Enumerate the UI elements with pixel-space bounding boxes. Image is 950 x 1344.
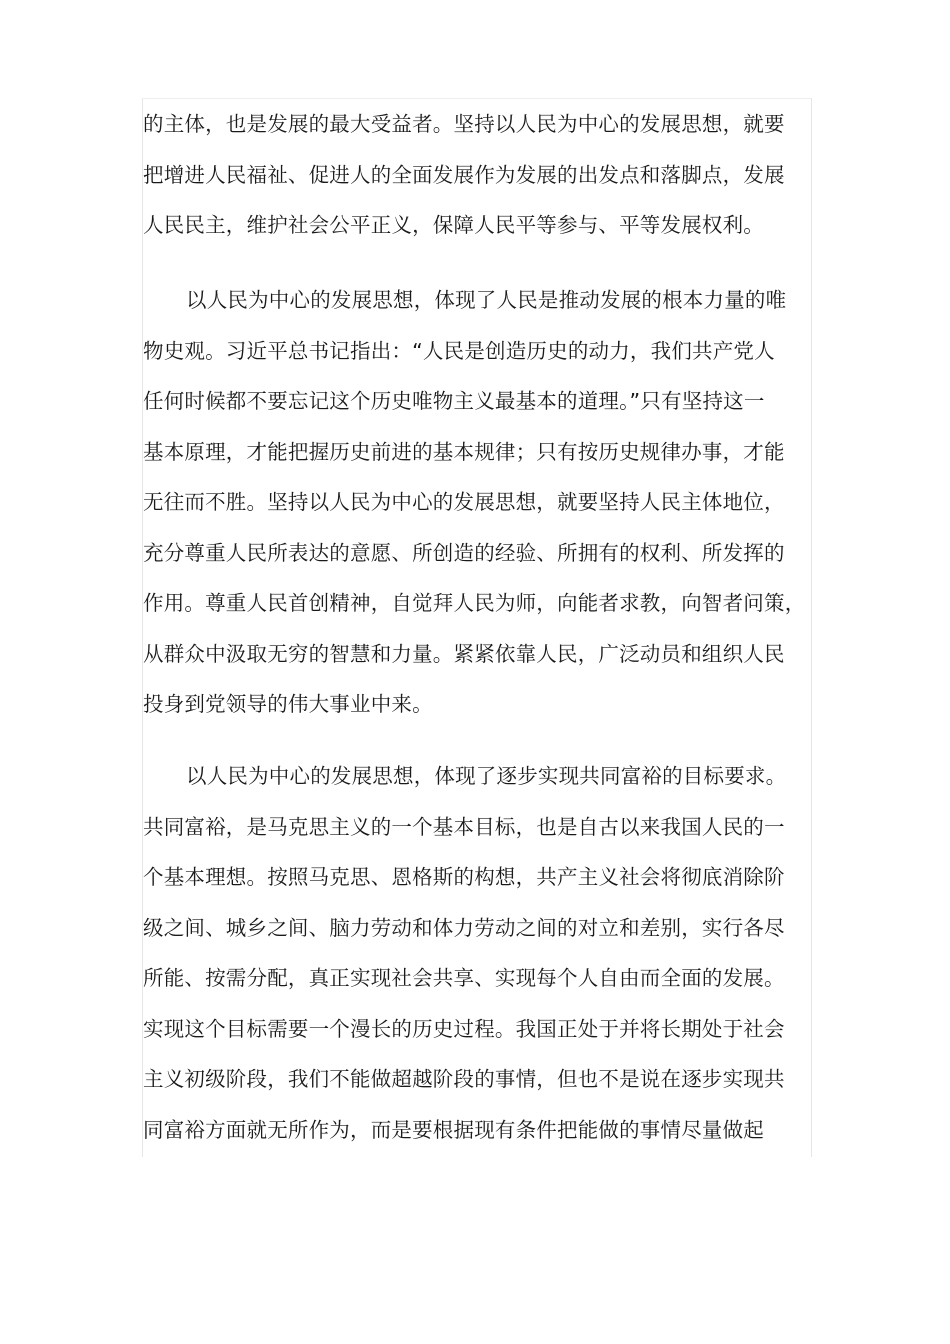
paragraph-line: 个基本理想。按照马克思、恩格斯的构想，共产主义社会将彻底消除阶	[143, 865, 785, 889]
text-frame	[142, 98, 812, 1157]
paragraph-line: 投身到党领导的伟大事业中来。	[143, 692, 433, 716]
paragraph-line: 充分尊重人民所表达的意愿、所创造的经验、所拥有的权利、所发挥的	[143, 540, 785, 565]
paragraph-line: 从群众中汲取无穷的智慧和力量。紧紧依靠人民，广泛动员和组织人民	[143, 641, 785, 666]
paragraph-2	[143, 275, 833, 730]
paragraph-line: 作用。尊重人民首创精神，自觉拜人民为师，向能者求教，向智者问策，	[143, 591, 806, 615]
paragraph-line: 以人民为中心的发展思想，体现了逐步实现共同富裕的目标要求。	[186, 764, 787, 788]
paragraph-line: 人民民主，维护社会公平正义，保障人民平等参与、平等发展权利。	[143, 213, 764, 237]
paragraph-line: 主义初级阶段，我们不能做超越阶段的事情，但也不是说在逐步实现共	[143, 1067, 785, 1091]
paragraph-line: 的主体，也是发展的最大受益者。坚持以人民为中心的发展思想，就要	[143, 112, 785, 136]
paragraph-line: 无往而不胜。坚持以人民为中心的发展思想，就要坚持人民主体地位，	[143, 490, 785, 514]
paragraph-line: 基本原理，才能把握历史前进的基本规律；只有按历史规律办事，才能	[143, 439, 785, 464]
paragraph-line: 以人民为中心的发展思想，体现了人民是推动发展的根本力量的唯	[186, 288, 787, 312]
paragraph-line: 级之间、城乡之间、脑力劳动和体力劳动之间的对立和差别，实行各尽	[143, 915, 785, 940]
paragraph-line: 任何时候都不要忘记这个历史唯物主义最基本的道理。”只有坚持这一	[143, 389, 765, 413]
paragraph-line: 物史观。习近平总书记指出：“人民是创造历史的动力，我们共产党人	[143, 338, 775, 363]
paragraph-line: 把增进人民福祉、促进人的全面发展作为发展的出发点和落脚点，发展	[143, 162, 785, 187]
paragraph-line: 同富裕方面就无所作为，而是要根据现有条件把能做的事情尽量做起	[143, 1117, 764, 1142]
paragraph-line: 实现这个目标需要一个漫长的历史过程。我国正处于并将长期处于社会	[143, 1016, 785, 1041]
paragraph-line: 所能、按需分配，真正实现社会共享、实现每个人自由而全面的发展。	[143, 966, 785, 990]
paragraph-1	[143, 99, 833, 251]
paragraph-3	[143, 751, 833, 1155]
paragraph-line: 共同富裕，是马克思主义的一个基本目标，也是自古以来我国人民的一	[143, 814, 785, 839]
